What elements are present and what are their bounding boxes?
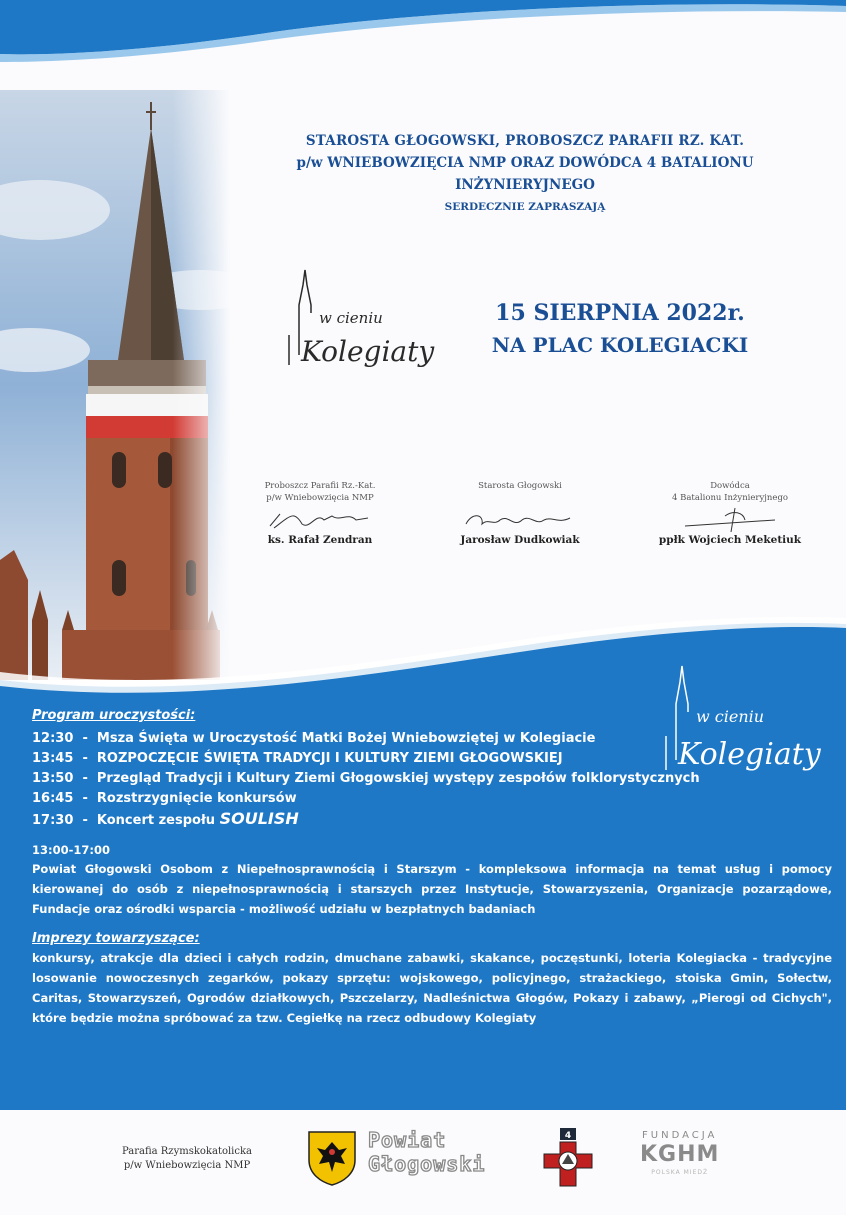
top-wave-decoration	[0, 0, 846, 70]
signer-starost-role-2	[440, 492, 600, 504]
parish-line-1: Parafia Rzymskokatolicka	[121, 1146, 252, 1157]
powiat-line-2: Głogowski	[368, 1152, 486, 1176]
powiat-coat-of-arms-icon	[307, 1130, 357, 1186]
program-item: 16:45 - Rozstrzygnięcie konkursów	[32, 791, 297, 806]
w-cieniu-kolegiaty-logo	[285, 265, 445, 385]
program-item: 13:45 - ROZPOCZĘCIE ŚWIĘTA TRADYCJI I KULTURY ZIEMI GŁOGOWSKIEJ	[32, 751, 563, 766]
polska-miedz-label: POLSKA MIEDŹ	[651, 1169, 709, 1176]
signer-priest-role-1: Proboszcz Parafii Rz.-Kat.	[264, 481, 376, 491]
event-date: 15 SIERPNIA 2022r.	[495, 300, 745, 326]
signer-starost-role-1: Starosta Głogowski	[478, 481, 562, 491]
parish-name	[112, 1145, 262, 1173]
signer-priest	[240, 480, 400, 546]
program-item: 17:30 - Koncert zespołu SOULISH	[32, 809, 299, 828]
side-events-heading: Imprezy towarzyszące:	[32, 931, 200, 946]
powiat-glogowski-logo	[368, 1128, 485, 1176]
logo-big-text: Kolegiaty	[301, 335, 435, 368]
program-band-name: SOULISH	[219, 809, 299, 828]
signature-starost	[460, 506, 580, 532]
logo-white-small-text: w cieniu	[696, 707, 765, 726]
signer-commander-role-2: 4 Batalionu Inżynieryjnego	[671, 493, 788, 503]
signer-starost	[440, 480, 600, 546]
logo-small-text: w cieniu	[319, 309, 383, 327]
program-accessibility-paragraph: Powiat Głogowski Osobom z Niepełnosprawnością i Starszym - kompleksowa informacja na temat usług i pomocy kierowanej do osób z niepełnosprawnością i starszych przez Instytucje, Stowarzyszenia, Organizacje pozarządowe, Fundacje oraz ośrodki wsparcia - możliwość udziału w bezpłatnych badaniach	[32, 862, 832, 916]
fundacja-label: FUNDACJA	[642, 1130, 718, 1141]
program-item: 12:30 - Msza Święta w Uroczystość Matki Bożej Wniebowziętej w Kolegiacie	[32, 731, 596, 746]
collegiate-tower-illustration	[0, 90, 230, 680]
program-time-range: 13:00-17:00	[32, 843, 110, 857]
event-date-block	[440, 297, 800, 361]
signer-commander	[640, 480, 820, 546]
parish-line-2: p/w Wniebowzięcia NMP	[123, 1160, 251, 1171]
program-item-time: 17:30	[32, 813, 74, 828]
logo-white-big-text: Kolegiaty	[678, 737, 821, 772]
program-item-text: Msza Święta w Uroczystość Matki Bożej Wniebowziętej w Kolegiacie	[96, 731, 596, 746]
header-line-3: SERDECZNIE ZAPRASZAJĄ	[444, 201, 606, 213]
signer-commander-role-1: Dowódca	[710, 481, 750, 491]
header-line-1: STAROSTA GŁOGOWSKI, PROBOSZCZ PARAFII RZ. KAT.	[305, 133, 745, 149]
kghm-label: KGHM	[640, 1142, 720, 1167]
signer-starost-name: Jarosław Dudkowiak	[460, 534, 580, 546]
program-item-time: 12:30	[32, 731, 74, 746]
header-line-2: p/w WNIEBOWZIĘCIA NMP ORAZ DOWÓDCA 4 BATALIONU INŻYNIERYJNEGO	[296, 155, 754, 193]
signature-commander	[665, 506, 795, 532]
event-place: NA PLAC KOLEGIACKI	[491, 333, 749, 357]
battalion-emblem-icon	[540, 1128, 596, 1188]
program-section	[32, 708, 832, 1028]
signature-priest	[260, 506, 380, 532]
program-item-time: 16:45	[32, 791, 74, 806]
program-item-time: 13:45	[32, 751, 74, 766]
program-item-time: 13:50	[32, 771, 74, 786]
signer-priest-name: ks. Rafał Zendran	[267, 534, 373, 546]
fundacja-kghm-logo	[640, 1130, 719, 1176]
invitation-header	[230, 130, 820, 218]
program-item: 13:50 - Przegląd Tradycji i Kultury Ziemi Głogowskiej występy zespołów folklorystycznych	[32, 771, 700, 786]
program-item-text: Koncert zespołu	[96, 813, 216, 828]
side-events-paragraph: konkursy, atrakcje dla dzieci i całych rodzin, dmuchane zabawki, skakance, poczęstunki, loteria Kolegiacka - tradycyjne losowanie nowoczesnych zegarków, pokazy sprzętu: wojskowego, policyjnego, strażackiego, stoiska Gmin, Sołectw, Caritas, Stowarzyszeń, Ogrodów działkowych, Pszczelarzy, Nadleśnictwa Głogów, Pokazy i zabawy, „Pierogi od Cichych", które będzie można spróbować za tzw. Cegiełkę na rzecz odbudowy Kolegiaty	[32, 951, 832, 1025]
signer-commander-name: ppłk Wojciech Meketiuk	[658, 534, 802, 546]
program-heading: Program uroczystości:	[32, 708, 196, 723]
program-item-text: Przegląd Tradycji i Kultury Ziemi Głogowskiej występy zespołów folklorystycznych	[96, 771, 700, 786]
signer-priest-role-2: p/w Wniebowzięcia NMP	[266, 493, 374, 503]
powiat-line-1: Powiat	[368, 1128, 447, 1152]
program-item-text: Rozstrzygnięcie konkursów	[96, 791, 297, 806]
program-item-text: ROZPOCZĘCIE ŚWIĘTA TRADYCJI I KULTURY ZIEMI GŁOGOWSKIEJ	[96, 751, 563, 766]
battalion-number: 4	[564, 1131, 572, 1141]
